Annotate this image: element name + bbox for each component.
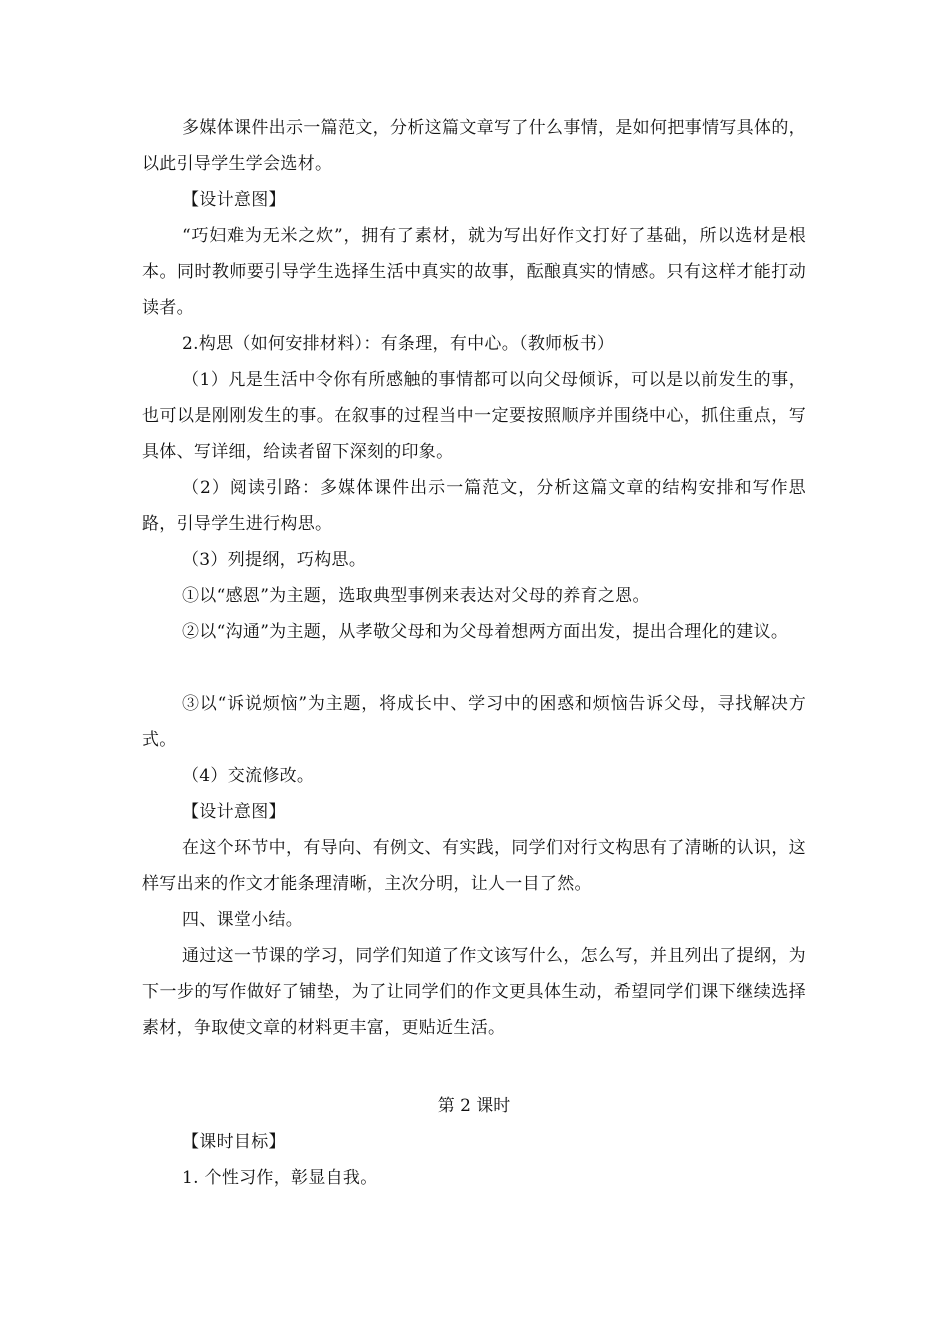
section-title: 第 2 课时 [437, 1096, 511, 1116]
paragraph-step-1: （1）凡是生活中令你有所感触的事情都可以向父母倾诉，可以是以前发生的事，也可以是刚刚发生的事。在叙事的过程当中一定要按照顺序并围绕中心，抓住重点，写具体、写详细，给读者留下深刻的印象。 [142, 370, 806, 462]
design-intent-heading-2: 【设计意图】 [182, 802, 286, 822]
paragraph-step-2: （2）阅读引路：多媒体课件出示一篇范文，分析这篇文章的结构安排和写作思路，引导学生进行构思。 [142, 478, 806, 534]
paragraph-summary: 通过这一节课的学习，同学们知道了作文该写什么，怎么写，并且列出了提纲，为下一步的写作做好了铺垫，为了让同学们的作文更具体生动，希望同学们课下继续选择素材，争取使文章的材料更丰富，更贴近生活。 [142, 946, 806, 1038]
lesson-goals-heading: 【课时目标】 [182, 1132, 286, 1152]
paragraph-conception: 2.构思（如何安排材料）：有条理，有中心。（教师板书） [182, 334, 615, 354]
outline-item-communication: ②以“沟通”为主题，从孝敬父母和为父母着想两方面出发，提出合理化的建议。 [182, 622, 789, 642]
lesson-goal-1: 1. 个性习作，彰显自我。 [182, 1168, 378, 1188]
paragraph-material-selection: “巧妇难为无米之炊”，拥有了素材，就为写出好作文打好了基础，所以选材是根本。同时教师要引导学生选择生活中真实的故事，酝酿真实的情感。只有这样才能打动读者。 [142, 226, 806, 318]
paragraph-model-essay: 多媒体课件出示一篇范文，分析这篇文章写了什么事情，是如何把事情写具体的，以此引导学生学会选材。 [142, 118, 806, 174]
outline-item-troubles: ③以“诉说烦恼”为主题，将成长中、学习中的困惑和烦恼告诉父母，寻找解决方式。 [142, 694, 806, 750]
paragraph-summary-heading: 四、课堂小结。 [182, 910, 304, 930]
paragraph-step-4: （4）交流修改。 [182, 766, 315, 786]
design-intent-heading: 【设计意图】 [182, 190, 286, 210]
paragraph-design-intent-2: 在这个环节中，有导向、有例文、有实践，同学们对行文构思有了清晰的认识，这样写出来的作文才能条理清晰，主次分明，让人一目了然。 [142, 838, 806, 894]
paragraph-step-3: （3）列提纲，巧构思。 [182, 550, 367, 570]
outline-item-gratitude: ①以“感恩”为主题，选取典型事例来表达对父母的养育之恩。 [182, 586, 650, 606]
